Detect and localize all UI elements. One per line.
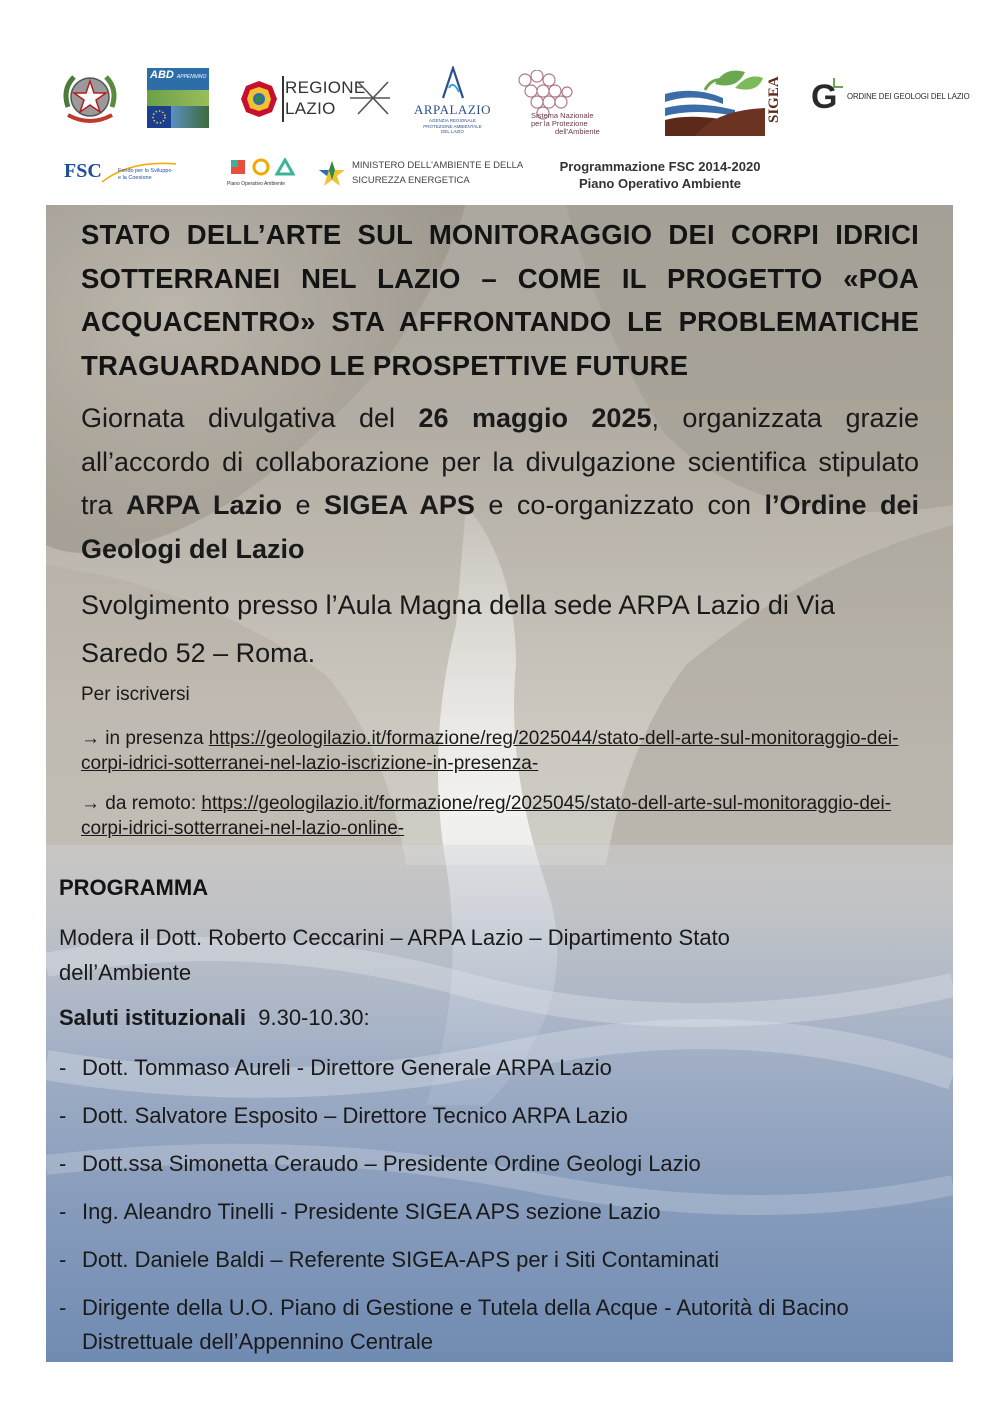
programma-moderator: Modera il Dott. Roberto Ceccarini – ARPA Lazio – Dipartimento Stato dell’Ambiente — [59, 925, 730, 985]
sigea-logo — [665, 64, 783, 136]
sigea-text: SIGEA — [766, 76, 782, 124]
arpa-lazio-logo — [410, 66, 495, 136]
speaker-text: Dirigente della U.O. Piano di Gestione e Tutela della Acque - Autorità di Bacino Distrettuale dell’Appennino Centrale — [82, 1295, 849, 1354]
org-ordine-geologi: l’Ordine dei Geologi del Lazio — [81, 490, 919, 564]
sigea-landscape-icon — [665, 64, 765, 136]
abd-appennino-centrale-logo — [147, 68, 209, 128]
logo-row-top — [55, 62, 970, 142]
fsc-sub-2: e la Coesione — [118, 174, 152, 181]
saluti-label: Saluti istituzionali — [59, 1005, 247, 1030]
list-dash: - — [59, 1295, 67, 1320]
speakers-list — [59, 1051, 949, 1362]
list-dash: - — [59, 1247, 67, 1272]
speaker-text: Dott. Daniele Baldi – Referente SIGEA-APS per i Siti Contaminati — [82, 1247, 720, 1272]
programma-title: PROGRAMMA — [59, 875, 209, 900]
regione-lazio-emblem-icon — [240, 80, 278, 118]
saluti-time: 9.30-10.30: — [246, 1005, 370, 1030]
eu-stars-icon — [149, 108, 169, 126]
poa-shapes-icon — [231, 158, 295, 178]
event-date: 26 maggio 2025 — [418, 403, 652, 433]
speaker-item — [59, 1051, 949, 1085]
ministero-line1: MINISTERO DELL'AMBIENTE E DELLA — [352, 160, 524, 171]
arpa-lazio-sub-2: PROTEZIONE AMBIENTALE — [423, 123, 482, 129]
intro-text-2: , organizzata grazie all’accordo di collaborazione per la divulgazione scientifica stipulato tra — [81, 403, 919, 520]
in-person-registration-link[interactable]: https://geologilazio.it/formazione/reg/2025044/stato-dell-arte-sul-monitoraggio-dei-corpi-idrici-sotterranei-nel-lazio-iscrizione-in-presenza- — [81, 728, 899, 774]
ministero-ambiente-logo — [318, 154, 528, 194]
ministero-line2: SICUREZZA ENERGETICA — [352, 175, 470, 186]
intro-text-1: Giornata divulgativa del — [81, 403, 419, 433]
list-dash: - — [59, 1199, 67, 1224]
geologi-g-mark: G — [811, 78, 838, 116]
intro-text-3: e — [281, 490, 324, 520]
speaker-text: Dott. Salvatore Esposito – Direttore Tecnico ARPA Lazio — [82, 1103, 628, 1128]
regione-lazio-line2: LAZIO — [285, 99, 336, 118]
snpa-logo — [515, 70, 625, 138]
speaker-text: Dott.ssa Simonetta Ceraudo – Presidente Ordine Geologi Lazio — [82, 1151, 701, 1176]
geologi-text: ORDINE DEI GEOLOGI DEL LAZIO — [847, 92, 970, 101]
speaker-item — [59, 1291, 949, 1359]
arpa-lazio-a-icon — [440, 66, 466, 100]
fsc-text: FSC — [64, 160, 102, 182]
event-venue: Svolgimento presso l’Aula Magna della sede ARPA Lazio di Via Saredo 52 – Roma. — [81, 590, 835, 668]
registration-in-person — [81, 726, 931, 776]
org-sigea-aps: SIGEA APS — [323, 490, 475, 520]
speaker-item — [59, 1099, 949, 1133]
saluti-istituzionali — [59, 1005, 370, 1031]
registration-remote — [81, 791, 931, 841]
list-dash: - — [59, 1151, 67, 1176]
speaker-item — [59, 1195, 949, 1229]
remote-registration-link[interactable]: https://geologilazio.it/formazione/reg/2025045/stato-dell-arte-sul-monitoraggio-dei-corpi-idrici-sotterranei-nel-lazio-online- — [81, 793, 892, 839]
regione-lazio-line1: REGIONE — [285, 78, 366, 97]
speaker-text: Ing. Aleandro Tinelli - Presidente SIGEA APS sezione Lazio — [82, 1199, 661, 1224]
snpa-line-2: per la Protezione — [531, 119, 588, 128]
registration-label: Per iscriversi — [81, 684, 190, 705]
list-dash: - — [59, 1055, 67, 1080]
arpa-lazio-name: ARPALAZIO — [414, 102, 491, 117]
speaker-item — [59, 1147, 949, 1181]
regione-lazio-logo — [240, 74, 390, 124]
poa-sub: Piano Operativo Ambiente — [227, 181, 286, 187]
ministero-star-icon — [318, 160, 346, 188]
logo-row-bottom — [60, 152, 790, 196]
programmazione-line2: Piano Operativo Ambiente — [578, 176, 742, 191]
arpa-lazio-sub-1: AGENZIA REGIONALE — [428, 118, 476, 123]
regione-lazio-swoosh-icon — [350, 80, 390, 118]
abd-text: ABD — [150, 69, 174, 81]
snpa-line-1: Sistema Nazionale — [531, 111, 594, 120]
org-arpa-lazio: ARPA Lazio — [125, 490, 282, 520]
speaker-text: Dott. Tommaso Aureli - Direttore Generale ARPA Lazio — [82, 1055, 612, 1080]
event-panel — [46, 205, 953, 1362]
arpa-lazio-sub-3: DEL LAZIO — [441, 129, 464, 134]
italian-republic-emblem-icon — [60, 67, 120, 131]
remote-prefix: → da remoto: — [81, 793, 202, 814]
snpa-line-3: dell'Ambiente — [555, 127, 600, 136]
poa-logo — [225, 156, 300, 192]
fsc-logo — [60, 156, 180, 190]
ordine-geologi-lazio-logo — [811, 78, 970, 120]
programmazione-line1: Programmazione FSC 2014-2020 — [559, 159, 761, 174]
programmazione-fsc-label — [530, 156, 790, 196]
fsc-sub-1: Fondo per lo Sviluppo — [118, 168, 172, 174]
event-intro — [81, 397, 919, 571]
event-title: STATO DELL’ARTE SUL MONITORAGGIO DEI CORPI IDRICI SOTTERRANEI NEL LAZIO – COME IL PROGETTO «POA ACQUACENTRO» STA AFFRONTANDO LE PROBLEMATICHE TRAGUARDANDO LE PROSPETTIVE FUTURE — [81, 219, 919, 381]
abd-sub: APPENNINO — [176, 74, 207, 80]
speaker-item — [59, 1243, 949, 1277]
in-person-prefix: → in presenza — [81, 728, 209, 749]
list-dash: - — [59, 1103, 67, 1128]
intro-text-4: e co-organizzato con — [474, 490, 765, 520]
